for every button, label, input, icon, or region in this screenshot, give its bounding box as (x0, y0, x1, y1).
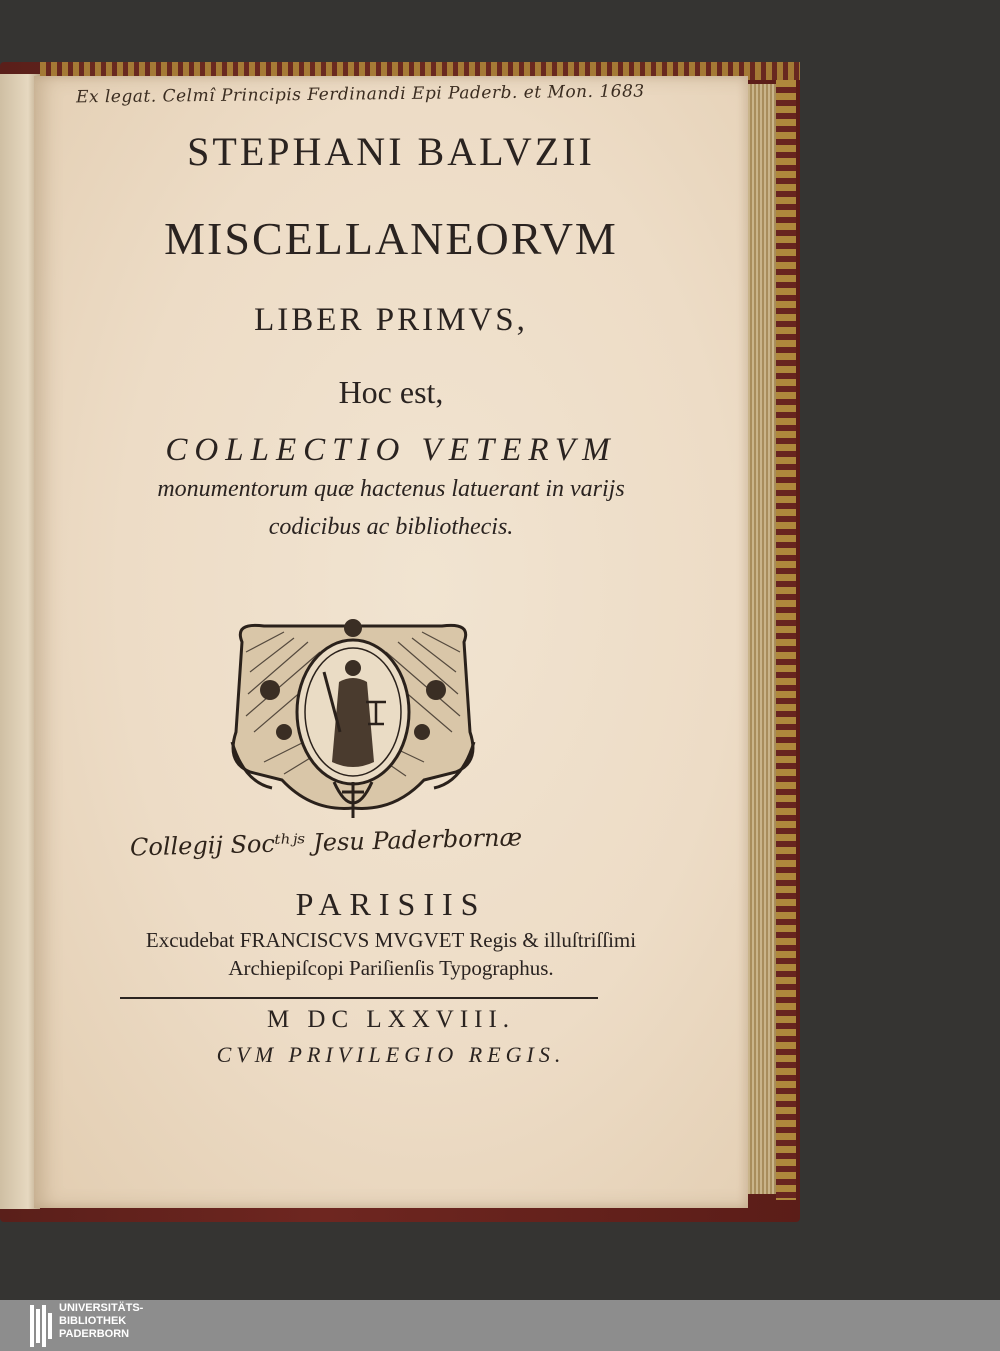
horizontal-rule (120, 997, 598, 999)
university-library-logo-icon (30, 1303, 52, 1349)
logo-line-2: BIBLIOTHEK (59, 1315, 127, 1327)
cover-gilt-border-right (776, 80, 796, 1200)
book-number: LIBER PRIMVS, (254, 302, 528, 338)
subtitle-line-2: codicibus ac bibliothecis. (268, 514, 514, 540)
printer-line-2: Archiepiſcopi Pariſienſis Typographus. (228, 956, 554, 980)
woodcut-printers-device-icon (224, 612, 482, 824)
logo-line-1: UNIVERSITÄTS- (59, 1302, 144, 1314)
library-logo-text (59, 1302, 143, 1341)
handwritten-inscription-top: Ex legat. Celmî Principis Ferdinandi Epi Paderb. et Mon. 1683 (75, 81, 645, 108)
handwritten-ownership-note: Collegij Socᵗʰʲˢ Jesu Paderbornæ (129, 823, 523, 862)
logo-line-3: PADERBORN (59, 1328, 130, 1340)
hoc-est-line: Hoc est, (338, 374, 444, 410)
imprint-date: M DC LXXVIII. (266, 1006, 516, 1033)
printer-line-1: Excudebat FRANCISCVS MVGVET Regis & illuſtriſſimi (145, 928, 637, 952)
collectio-line: COLLECTIO VETERVM (165, 432, 617, 468)
library-footer (0, 1300, 1000, 1351)
imprint-place: PARISIIS (295, 886, 487, 922)
privilege-line: CVM PRIVILEGIO REGIS. (216, 1042, 566, 1067)
subtitle-line-1: monumentorum quæ hactenus latuerant in varijs (157, 476, 625, 502)
author-line: STEPHANI BALVZII (187, 129, 595, 174)
page-edges (744, 84, 776, 1194)
main-title: MISCELLANEORVM (164, 213, 618, 264)
